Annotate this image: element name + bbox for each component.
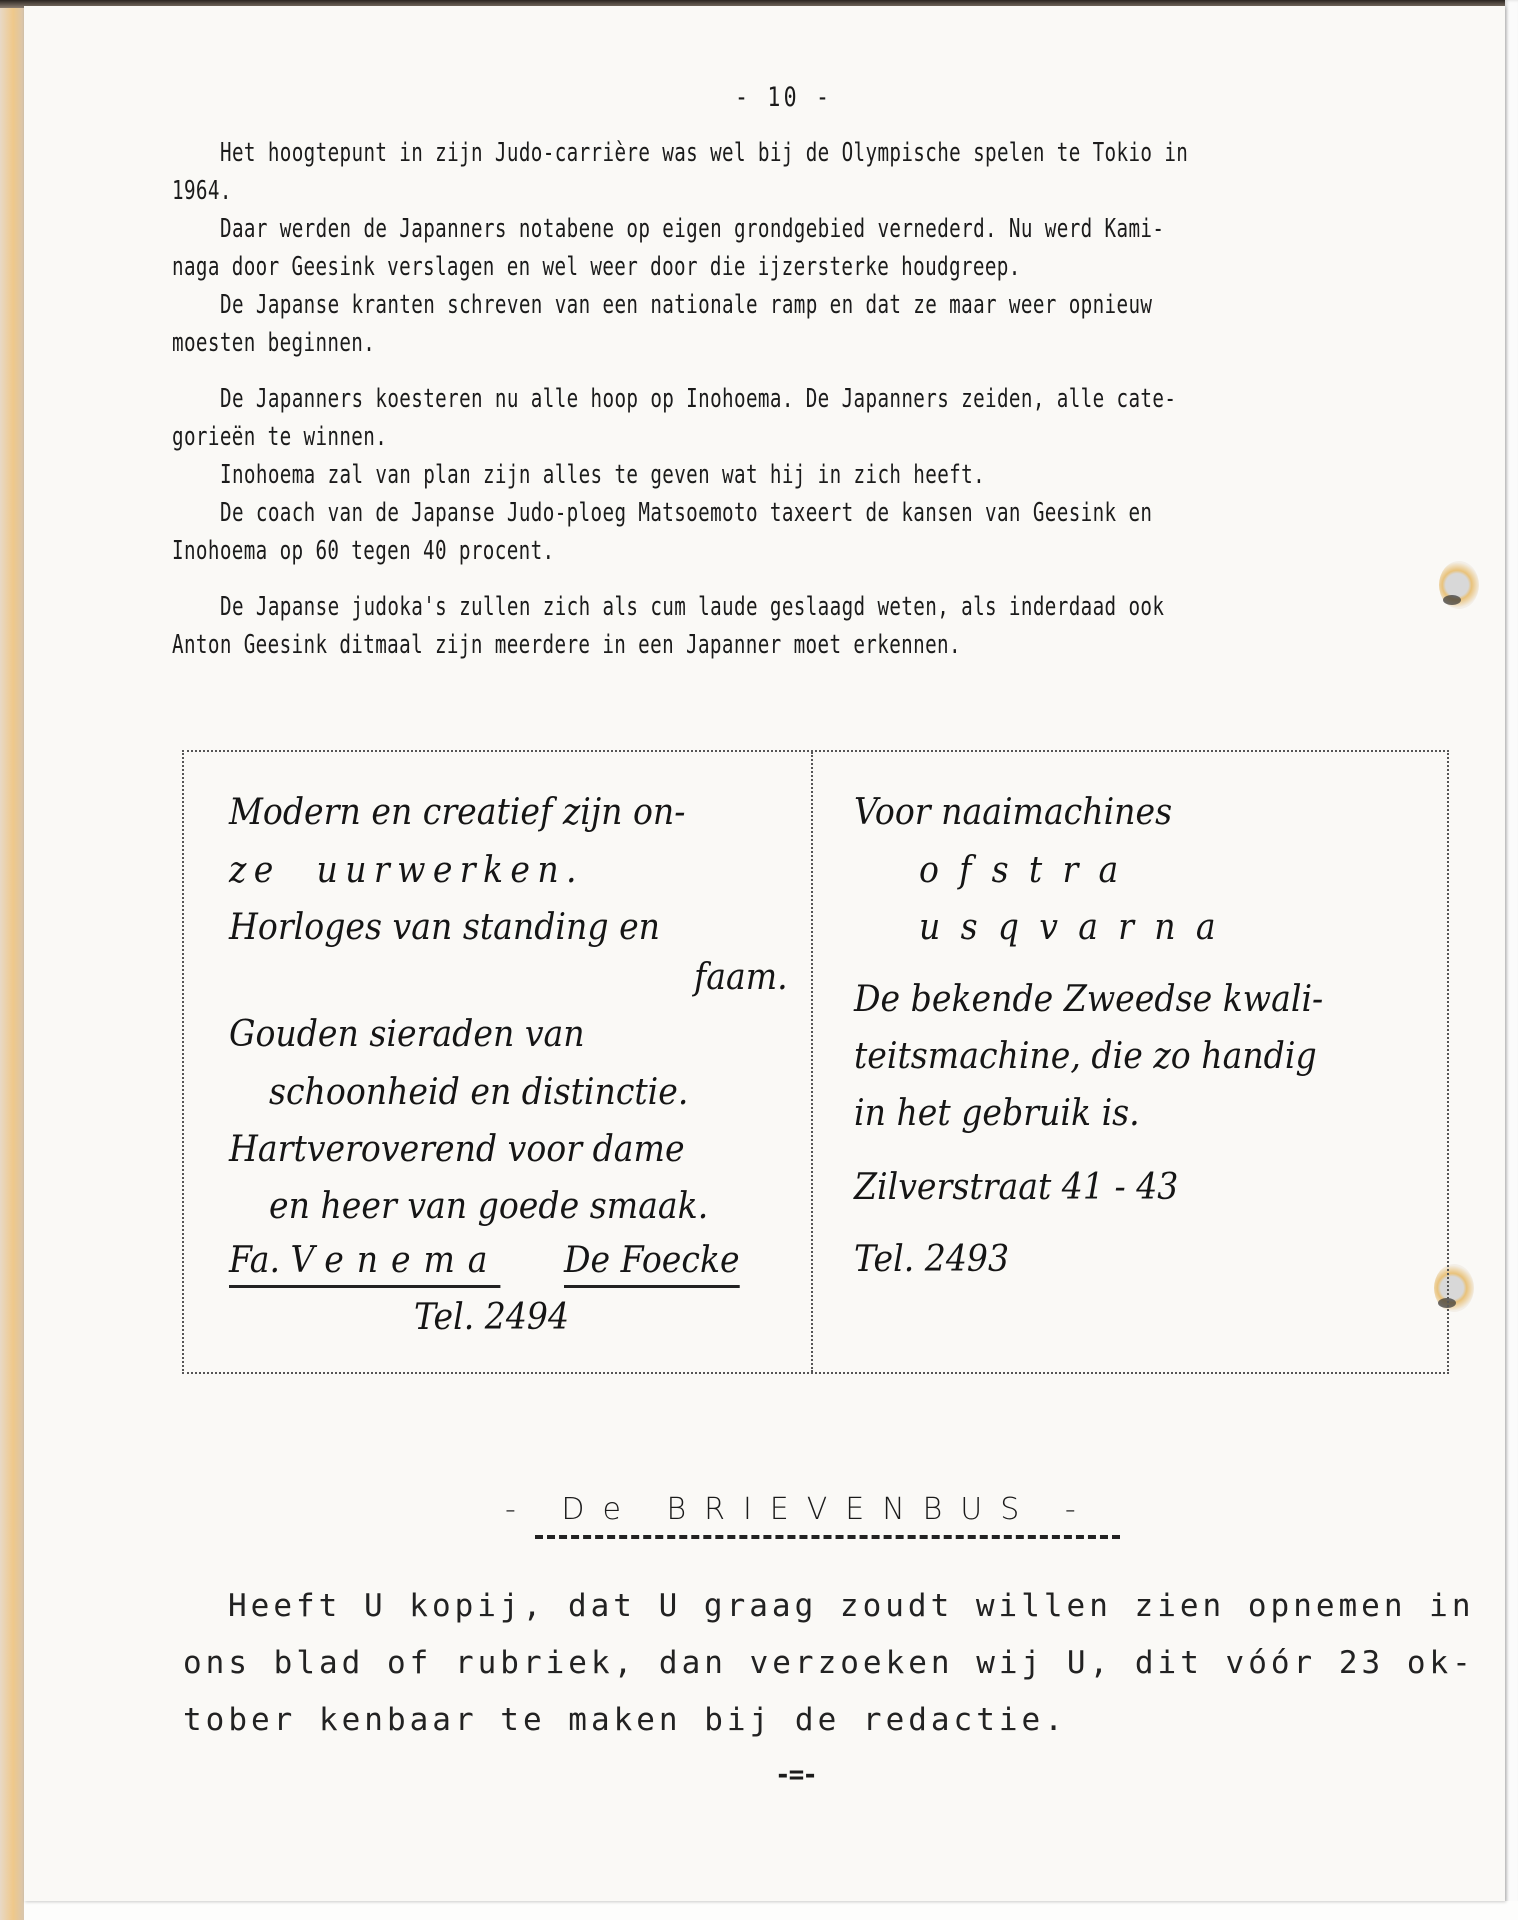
article-line: De Japanners koesteren nu alle hoop op Inohoema. De Japanners zeiden, alle cate- [220, 384, 1177, 414]
section-title: - De BRIEVENBUS - [505, 1492, 1094, 1527]
page-number: - 10 - [735, 82, 833, 113]
ad-text-line: De bekende Zweedse kwali- [854, 979, 1324, 1020]
ad-text-line: Hartveroverend voor dame [229, 1129, 685, 1170]
ad-text-line: en heer van goede smaak. [269, 1186, 709, 1227]
brievenbus-line: tober kenbaar te maken bij de redactie. [183, 1702, 1067, 1738]
article-line: De Japanse judoka's zullen zich als cum laude geslaagd weten, als inderdaad ook [220, 592, 1165, 622]
phone-number: Tel. 2494 [414, 1297, 570, 1338]
firm-suffix: De Foecke [564, 1240, 740, 1288]
article-line: Anton Geesink ditmaal zijn meerdere in een Japanner moet erkennen. [172, 630, 961, 660]
ad-text-line: Modern en creatief zijn on- [229, 792, 686, 833]
brievenbus-line: Heeft U kopij, dat U graag zoudt willen zien opnemen in [228, 1588, 1475, 1624]
article-line: naga door Geesink verslagen en wel weer door die ijzersterke houdgreep. [172, 252, 1021, 282]
ad-text-line: Horloges van standing en [229, 907, 661, 948]
ad-text-line: ze uurwerken. [229, 850, 584, 891]
article-line: 1964. [172, 176, 232, 206]
advertisement-box [182, 750, 1449, 1374]
ad-text-line: ofstra [919, 850, 1139, 891]
phone-number: Tel. 2493 [854, 1239, 1010, 1280]
ad-text-line: in het gebruik is. [854, 1093, 1140, 1134]
firm-surname: Venema [290, 1240, 501, 1281]
ad-text-line: faam. [694, 957, 788, 998]
binding-edge [0, 8, 24, 1920]
ad-text-line: Voor naaimachines [854, 792, 1173, 833]
ad-divider [811, 752, 813, 1372]
title-underline [535, 1535, 1120, 1539]
scan-background-right [1505, 0, 1518, 1920]
article-line: Het hoogtepunt in zijn Judo-carrière was wel bij de Olympische spelen te Tokio in [220, 138, 1189, 168]
article-line: Inohoema op 60 tegen 40 procent. [172, 536, 555, 566]
end-mark: -=- [775, 1760, 816, 1790]
punch-hole-icon [1439, 561, 1479, 609]
firm-name [229, 1240, 500, 1288]
article-line: De coach van de Japanse Judo-ploeg Matsoemoto taxeert de kansen van Geesink en [220, 498, 1153, 528]
address: Zilverstraat 41 - 43 [854, 1167, 1179, 1208]
ad-text-line: usqvarna [919, 907, 1236, 948]
ad-text-line: Gouden sieraden van [229, 1014, 585, 1055]
article-line: Daar werden de Japanners notabene op eigen grondgebied vernederd. Nu werd Kami- [220, 214, 1165, 244]
article-line: De Japanse kranten schreven van een nationale ramp en dat ze maar weer opnieuw [220, 290, 1153, 320]
ad-text-line: teitsmachine, die zo handig [854, 1036, 1317, 1077]
firm-prefix: Fa. [229, 1240, 281, 1281]
ad-text-line: schoonheid en distinctie. [269, 1072, 689, 1113]
scan-background-bottom [24, 1901, 1518, 1920]
article-line: gorieën te winnen. [172, 422, 388, 452]
article-line: moesten beginnen. [172, 328, 376, 358]
article-line: Inohoema zal van plan zijn alles te geven wat hij in zich heeft. [220, 460, 986, 490]
brievenbus-line: ons blad of rubriek, dan verzoeken wij U, dit vóór 23 ok- [183, 1645, 1475, 1681]
